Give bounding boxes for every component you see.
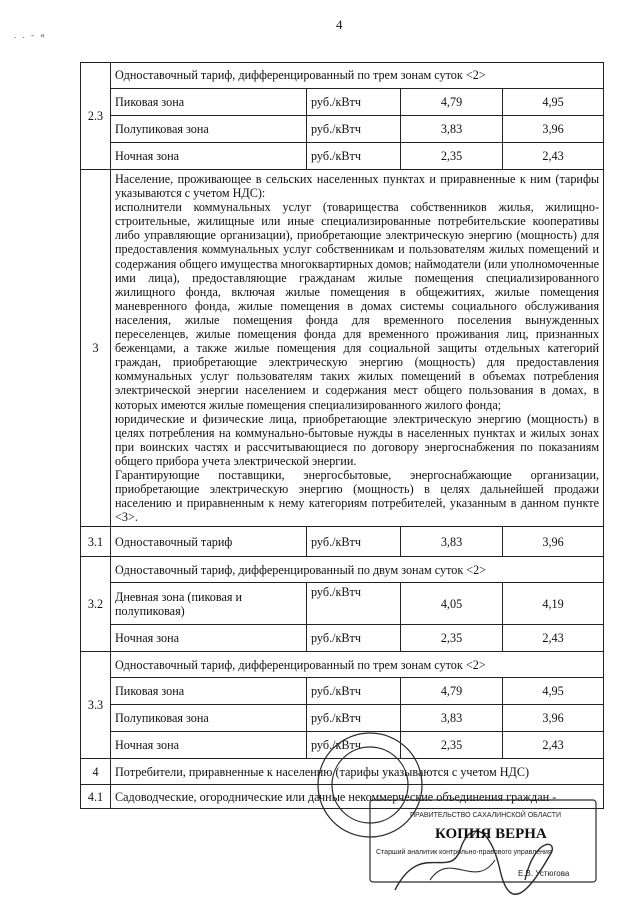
tariff-value: 4,95 (503, 89, 604, 116)
tariff-value: 2,43 (503, 732, 604, 759)
zone-label: Полупиковая зона (111, 116, 307, 143)
tariff-value: 2,35 (401, 625, 503, 652)
table-row (81, 557, 604, 583)
paragraph: Население, проживающее в сельских населенных пунктах и приравненные к ним (тарифы указываются с учетом НДС): (115, 172, 600, 201)
paragraph: Гарантирующие поставщики, энергосбытовые, энергоснабжающие организации, приобретающие электрическую энергию (мощность) в целях дальнейшей продажи населению и приравненным к нему категориям потребителей, указанным в данном пункте <3>. (115, 467, 600, 525)
tariff-value: 2,43 (503, 625, 604, 652)
unit-cell: руб./кВтч (307, 678, 401, 705)
stamp-dept: Старший аналитик контрольно-правового управления (376, 849, 552, 856)
unit-cell: руб./кВтч (307, 89, 401, 116)
zone-label: Полупиковая зона (111, 705, 307, 732)
unit-cell: руб./кВтч (307, 583, 401, 625)
table-row (81, 785, 604, 809)
unit-cell: руб./кВтч (307, 527, 401, 557)
section-heading: Одноставочный тариф, дифференцированный по трем зонам суток <2> (111, 63, 604, 89)
tariff-value: 2,43 (503, 143, 604, 170)
row-number: 4.1 (81, 785, 111, 809)
row-number: 3.3 (81, 652, 111, 759)
table-row (81, 89, 604, 116)
row-number: 4 (81, 759, 111, 785)
signature-scribble (395, 831, 552, 894)
tariff-value: 3,83 (401, 705, 503, 732)
paragraph: исполнители коммунальных услуг (товарищества собственников жилья, жилищно-строительные, жилищные или иные специализированные потребительские кооперативы либо управляющие организации), приобретающие электрическую энергию (мощность) для предоставления коммунальных услуг собственникам и пользователям жилых помещений и содержания общего имущества многоквартирных домов; наймодатели (или уполномоченные ими лица), предоставляющие гражданам жилые помещения специализированного жилищного фонда, включая жилые помещения в общежитиях, жилые помещения маневренного фонда, жилые помещения в домах системы социального обслуживания населения, жилые помещения фонда для временного поселения вынужденных переселенцев, жилые помещения фонда для временного проживания лиц, признанных беженцами, а также жилые помещения для социальной защиты отдельных категорий граждан, приобретающие электрическую энергию (мощность) для предоставления коммунальных услуг пользователям таких жилых помещений в объемах потребления электрической энергии населением и содержания мест общего пользования в домах, в которых имеются жилые помещения специализированного жилого фонда; (115, 200, 600, 412)
table-row (81, 759, 604, 785)
table-row (81, 170, 604, 527)
stamp-title: КОПИЯ ВЕРНА (435, 826, 547, 842)
zone-label: Ночная зона (111, 625, 307, 652)
table-row (81, 63, 604, 89)
tariff-value: 3,83 (401, 116, 503, 143)
zone-label: Пиковая зона (111, 89, 307, 116)
table-row (81, 116, 604, 143)
table-row (81, 732, 604, 759)
zone-label: Ночная зона (111, 143, 307, 170)
tariff-table (80, 62, 604, 809)
stamp-frame (370, 800, 596, 882)
table-row (81, 705, 604, 732)
section-description (111, 170, 604, 527)
tariff-label: Одноставочный тариф (111, 527, 307, 557)
row-number: 3.2 (81, 557, 111, 652)
tariff-value: 4,79 (401, 678, 503, 705)
zone-label: Ночная зона (111, 732, 307, 759)
row-number: 3.1 (81, 527, 111, 557)
stamp-org: ПРАВИТЕЛЬСТВО САХАЛИНСКОЙ ОБЛАСТИ (410, 812, 561, 819)
unit-cell: руб./кВтч (307, 625, 401, 652)
tariff-value: 3,96 (503, 527, 604, 557)
unit-cell: руб./кВтч (307, 143, 401, 170)
row-number: 2.3 (81, 63, 111, 170)
row-number: 3 (81, 170, 111, 527)
section-heading: Одноставочный тариф, дифференцированный по двум зонам суток <2> (111, 557, 604, 583)
tariff-value: 3,96 (503, 116, 604, 143)
table-row (81, 583, 604, 625)
section-heading: Потребители, приравненные к населению (тарифы указываются с учетом НДС) (111, 759, 604, 785)
table-row (81, 625, 604, 652)
unit-cell: руб./кВтч (307, 732, 401, 759)
tariff-value: 2,35 (401, 732, 503, 759)
section-heading: Садоводческие, огороднические или дачные некоммерческие объединения граждан - (111, 785, 604, 809)
tariff-value: 4,19 (503, 583, 604, 625)
table-row (81, 652, 604, 678)
zone-label: Пиковая зона (111, 678, 307, 705)
stamp-signer: Е.В. Устюгова (518, 869, 570, 878)
tariff-value: 3,83 (401, 527, 503, 557)
tariff-value: 3,96 (503, 705, 604, 732)
scan-mark: . . - « (14, 30, 47, 40)
section-heading: Одноставочный тариф, дифференцированный по трем зонам суток <2> (111, 652, 604, 678)
table-row (81, 527, 604, 557)
zone-label: Дневная зона (пиковая и полупиковая) (111, 583, 307, 625)
tariff-value: 4,79 (401, 89, 503, 116)
page-number: 4 (336, 17, 343, 32)
paragraph: юридические и физические лица, приобретающие электрическую энергию (мощность) в целях потребления на коммунально-бытовые нужды в населенных пунктах и жилых зонах при воинских частях и рассчитывающиеся по договору энергоснабжения по показаниям общего прибора учета электрической энергии. (115, 411, 600, 468)
tariff-value: 4,05 (401, 583, 503, 625)
signature-scribble (430, 860, 495, 880)
tariff-value: 2,35 (401, 143, 503, 170)
unit-cell: руб./кВтч (307, 116, 401, 143)
unit-cell: руб./кВтч (307, 705, 401, 732)
table-row (81, 678, 604, 705)
table-row (81, 143, 604, 170)
tariff-value: 4,95 (503, 678, 604, 705)
